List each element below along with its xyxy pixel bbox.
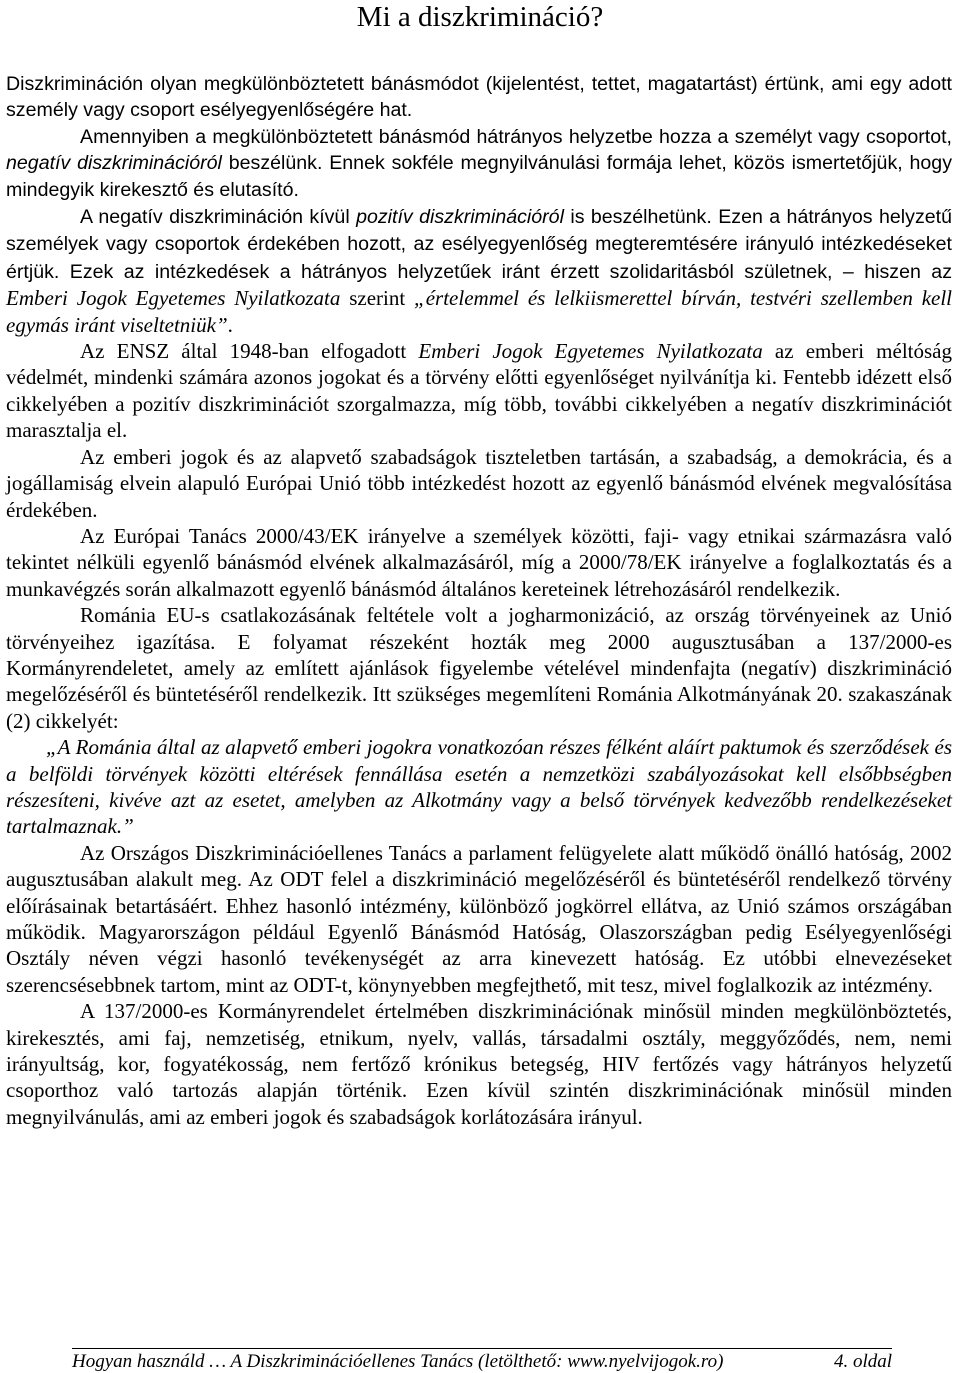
text-span: . bbox=[227, 312, 233, 337]
emphasis-quote: „értelemmel és lelkiismerettel bírván, testvéri szellemben kell egymás iránt viseltetniük” bbox=[6, 286, 953, 337]
text-span: Az ENSZ által 1948-ban elfogadott bbox=[80, 339, 419, 364]
paragraph-negative bbox=[6, 124, 952, 203]
footer-source: Hogyan használd … A Diszkriminációellenes Tanács (letölthető: www.nyelvijogok.ro) bbox=[72, 1351, 724, 1372]
document-body bbox=[6, 71, 952, 1130]
page-title: Mi a diszkrimináció? bbox=[356, 1, 604, 33]
emphasis-positive-discrimination: pozitív diszkriminációról bbox=[356, 206, 564, 229]
constitution-quote bbox=[6, 734, 952, 840]
text-span: Diszkrimináción olyan megkülönböztetett bánásmódot (kijelentést, tettet, magatartást) értünk, ami egy adott személy vagy csoport esélyegyenlőségére hat. bbox=[6, 73, 952, 122]
text-span: Amennyiben a megkülönböztetett bánásmód hátrányos helyzetbe hozza a személyt vagy csoportot, bbox=[80, 125, 952, 148]
text-span: is beszélhetünk. Ezen a hátrányos helyzetű személyek vagy csoportok érdekében hozott, az esélyegyenlőség megteremtésére irányuló intézkedéseket értjük. Ezek az intézkedések a hátrányos helyzetűek iránt érzett szolidaritásból születnek, – hiszen az bbox=[6, 206, 952, 283]
text-span: A negatív diszkrimináción kívül bbox=[80, 206, 357, 229]
paragraph-definition bbox=[6, 71, 952, 124]
emphasis-declaration-title: Emberi Jogok Egyetemes Nyilatkozata bbox=[418, 339, 763, 364]
emphasis-negative-discrimination: negatív diszkriminációról bbox=[6, 152, 222, 175]
paragraph-romania: Románia EU-s csatlakozásának feltétele volt a jogharmonizáció, az ország törvényeinek az Unió törvényeihez igazítása. E folyamat részeként hozták meg 2000 augusztusában a 137/2000-es Kormányrendeletet, amely az említett ajánlások figyelembe vételével mindenfajta (negatív) diszkrimináció megelőzéséről és büntetéséről rendelkezik. Itt szükséges megemlíteni Románia Alkotmányának 20. szakaszának (2) cikkelyét: bbox=[6, 603, 952, 733]
page-number: 4. oldal bbox=[833, 1351, 892, 1372]
text-span: az emberi méltóság védelmét, mindenki számára azonos jogokat és a törvény előtti egyenlőséget nyilvánítja ki. Fentebb idézett első cikkelyében a pozitív diszkriminációt szorgalmazza, míg több, további cikkelyében a negatív diszkriminációt marasztalja el. bbox=[6, 339, 953, 443]
paragraph-positive bbox=[6, 203, 952, 338]
paragraph-directives: Az Európai Tanács 2000/43/EK irányelve a személyek közötti, faji- vagy etnikai származásra való tekintet nélküli egyenlő bánásmód elvének alkalmazásáról, míg a 2000/78/EK irányelve a foglalkoztatás és a munkavégzés során alkalmazott egyenlő bánásmód általános kereteinek létrehozásáról rendelkezik. bbox=[6, 523, 952, 601]
paragraph-un bbox=[6, 338, 952, 444]
emphasis-declaration-title: Emberi Jogok Egyetemes Nyilatkozata bbox=[6, 286, 341, 311]
page-footer bbox=[72, 1348, 892, 1373]
paragraph-eu: Az emberi jogok és az alapvető szabadságok tiszteletben tartásán, a szabadság, a demokrácia, és a jogállamiság elvein alapuló Európai Unió több intézkedést hozott az egyenlő bánásmód elvének megvalósítása érdekében. bbox=[6, 444, 952, 522]
paragraph-odt: Az Országos Diszkriminációellenes Tanács a parlament felügyelete alatt működő önálló hatóság, 2002 augusztusában alakult meg. Az ODT felel a diszkrimináció megelőzéséről és büntetéséről rendelkező törvény előírásainak betartásáért. Ehhez hasonló intézmény, különböző jogkörrel ellátva, az Unió számos országában működik. Magyarországon például Egyenlő Bánásmód Hatóság, Olaszországban pedig Esélyegyenlőségi Osztály néven végzi hasonló tevékenységét az arra kinevezett hatóság. Ez utóbbi elnevezéseket szerencsésebbnek tartom, mint az ODT-t, könynyebben megfejthető, mit tesz, mivel foglalkozik az intézmény. bbox=[6, 840, 952, 997]
paragraph-government-decree: A 137/2000-es Kormányrendelet értelmében diszkriminációnak minősül minden megkülönböztetés, kirekesztés, ami faj, nemzetiség, etnikum, nyelv, vallás, társadalmi osztály, meggyőződés, nem, nemi irányultság, kor, fogyatékosság, nem fertőző krónikus betegség, HIV fertőzés vagy hátrányos helyzetű csoporthoz való tartozás alapján történik. Ezen kívül szintén diszkriminációnak minősül minden megnyilvánulás, ami az emberi jogok és szabadságok korlátozására irányul. bbox=[6, 999, 952, 1129]
quote-text: „A Románia által az alapvető emberi jogokra vonatkozóan részes félként aláírt paktumok és szerződések és a belföldi törvények közötti eltérések fennállása esetén a nemzetközi szabályozásokat kell elsőbbségben részesíteni, kivéve azt az esetet, amelyben az Alkotmány vagy a belső törvények kedvezőbb rendelkezéseket tartalmaznak.” bbox=[6, 735, 952, 839]
text-span: beszélünk. Ennek sokféle megnyilvánulási formája lehet, közös ismertetőjük, hogy mindegyik kirekesztő és elutasító. bbox=[6, 152, 952, 201]
text-span: szerint bbox=[340, 286, 415, 311]
